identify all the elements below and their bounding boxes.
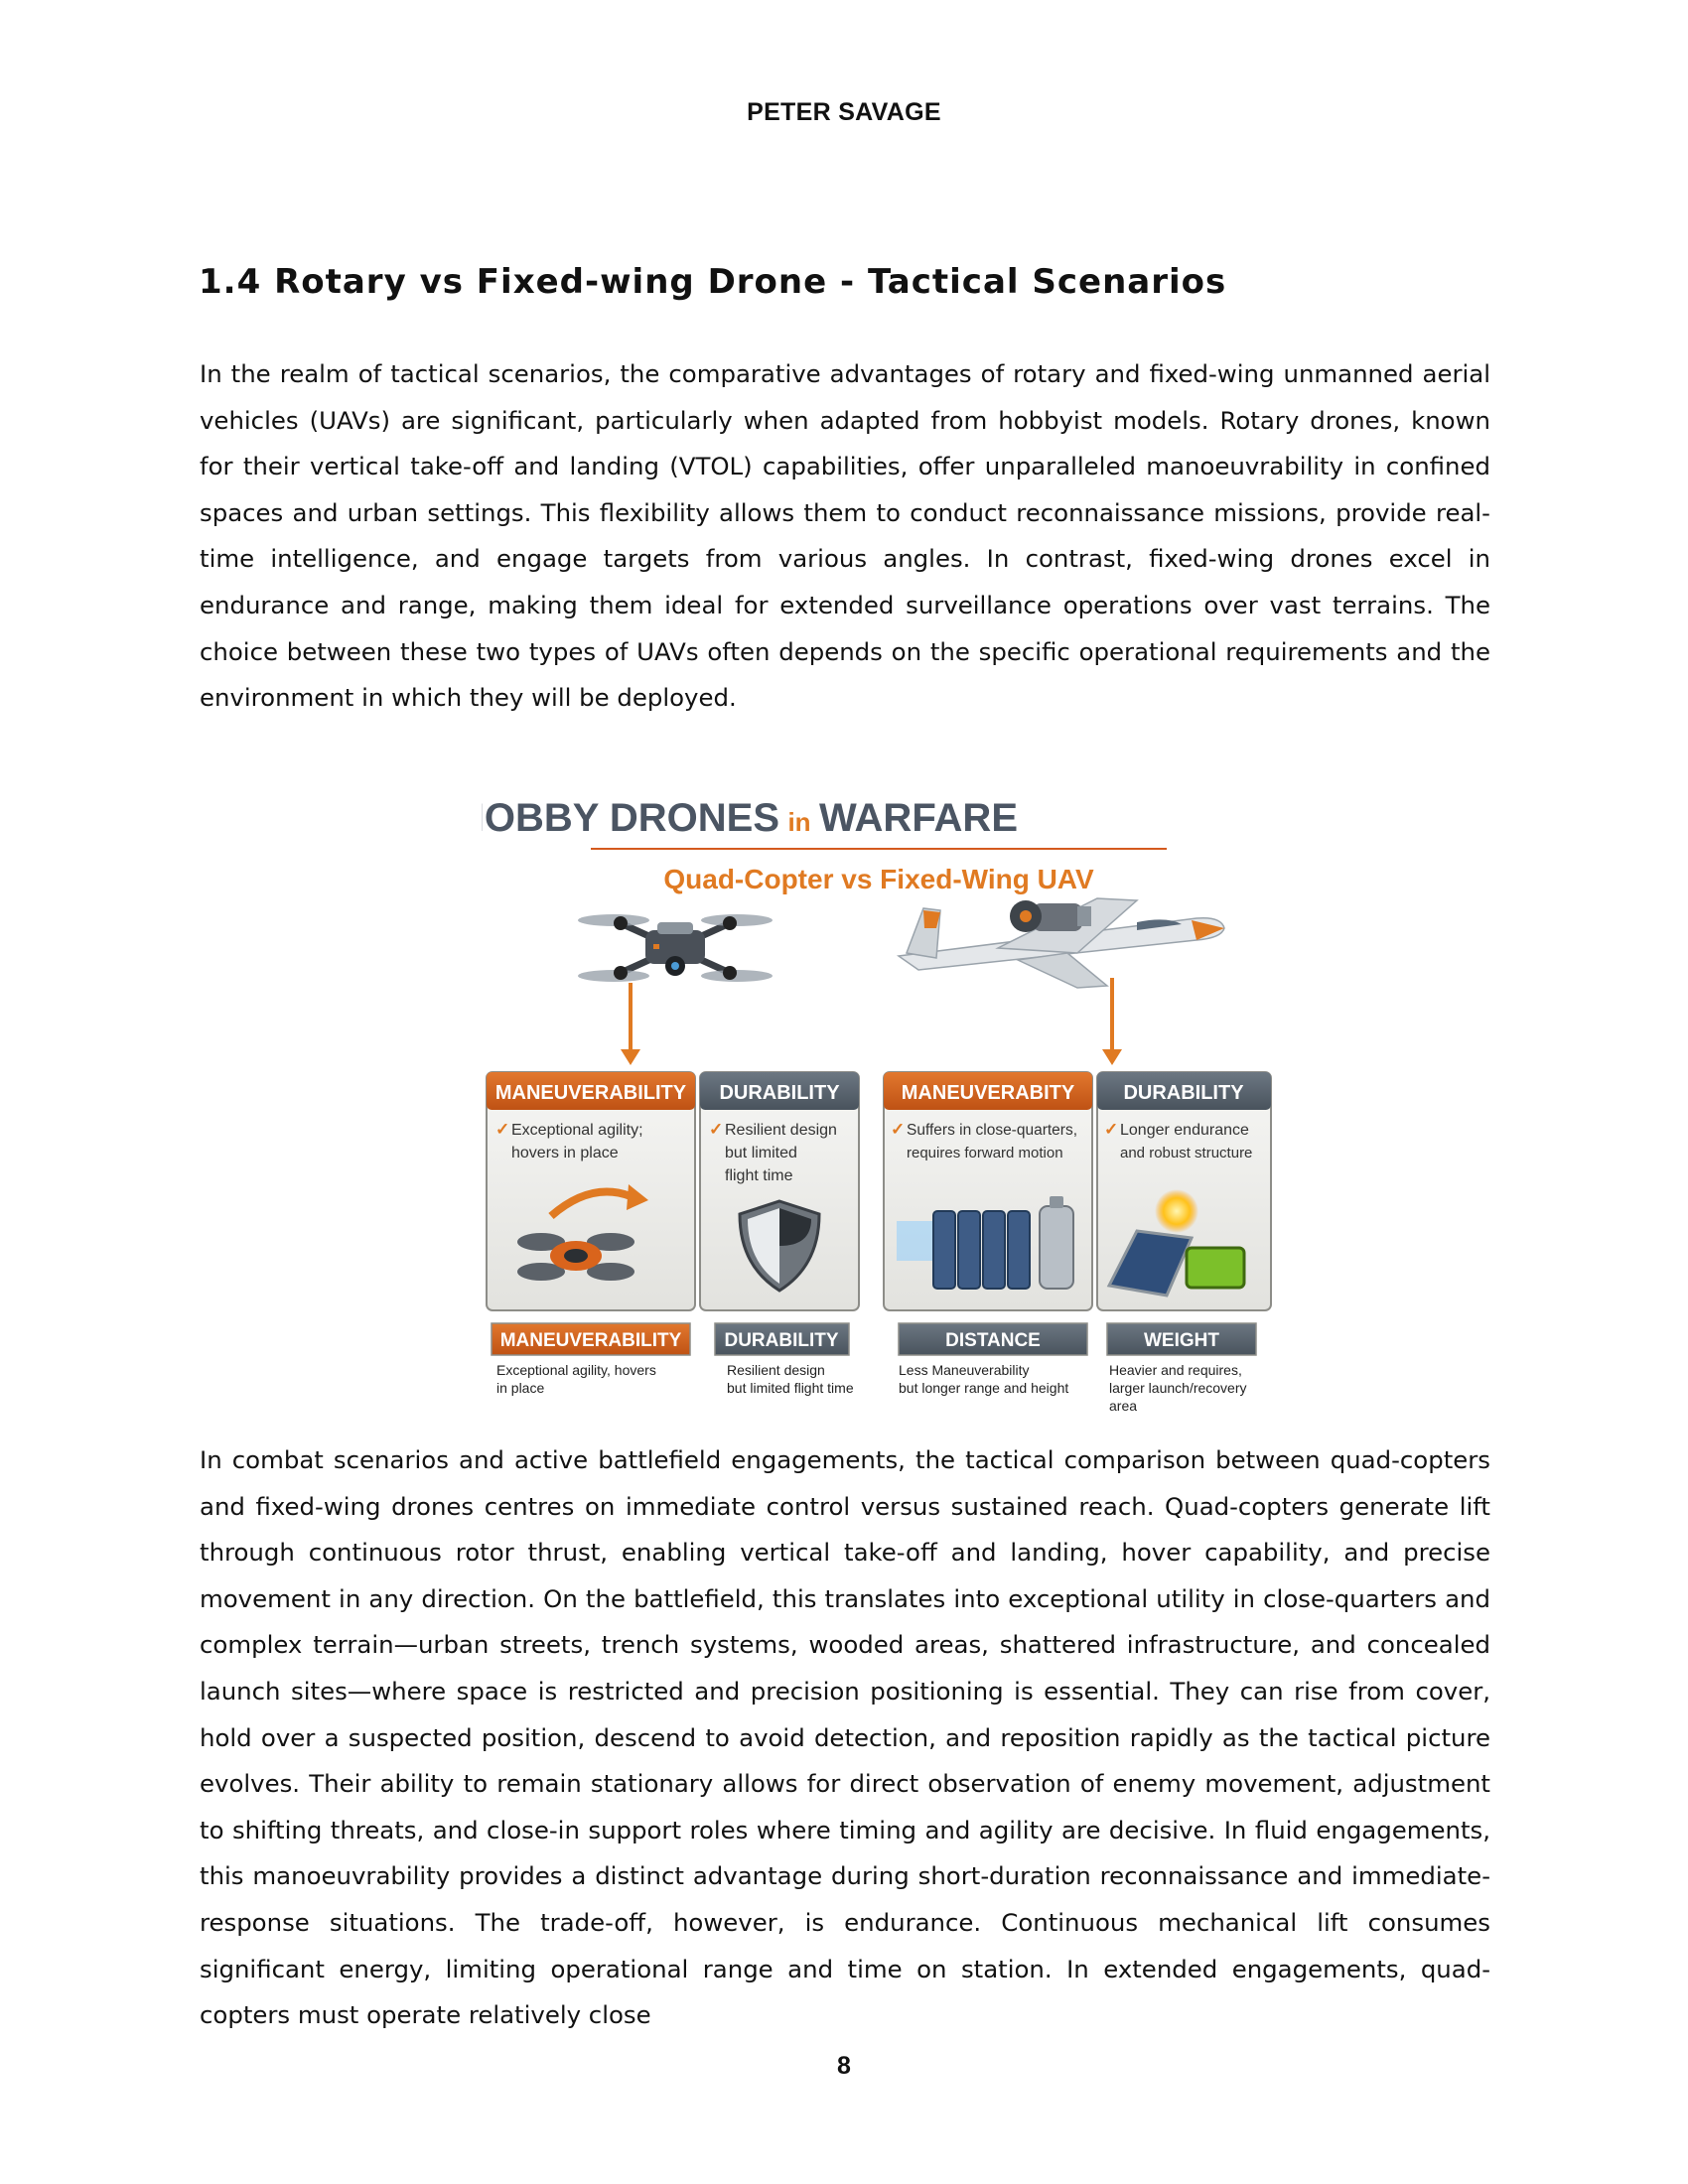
running-header-author: PETER SAVAGE bbox=[747, 98, 941, 126]
quadcopter-illustration bbox=[578, 914, 773, 982]
quad-arrow-head bbox=[621, 1049, 640, 1065]
caption-line: Less Maneuverability bbox=[899, 1362, 1030, 1378]
caption-line: Heavier and requires, bbox=[1109, 1362, 1242, 1378]
panel-header: MANEUVERABITY bbox=[901, 1082, 1075, 1104]
page-number: 8 bbox=[837, 2052, 851, 2080]
panel-text-line: Resilient design bbox=[725, 1122, 837, 1139]
infographic-figure bbox=[482, 789, 1276, 1415]
svg-text:DURABILITY: DURABILITY bbox=[724, 1330, 839, 1351]
panel-header: DURABILITY bbox=[1123, 1082, 1244, 1104]
panel-header: MANEUVERABILITY bbox=[494, 1082, 687, 1104]
figure-subtitle: Quad-Copter vs Fixed-Wing UAV bbox=[663, 864, 1094, 894]
panel-text-line: but limited bbox=[725, 1145, 797, 1161]
panel-fixed-maneuverability bbox=[884, 1072, 1092, 1310]
figure-title-warfare: WARFARE bbox=[819, 796, 1018, 840]
panel-text-line: Suffers in close-quarters, bbox=[907, 1122, 1078, 1139]
bottom-label-distance bbox=[899, 1323, 1087, 1355]
caption-line: but longer range and height bbox=[899, 1380, 1069, 1396]
panel-text-line: and robust structure bbox=[1120, 1145, 1253, 1161]
svg-text:DISTANCE: DISTANCE bbox=[945, 1330, 1041, 1351]
fixed-wing-illustration bbox=[899, 898, 1224, 988]
fixed-wing-arrow-head bbox=[1102, 1049, 1122, 1065]
check-icon: ✓ bbox=[709, 1120, 724, 1139]
section-title: 1.4 Rotary vs Fixed-wing Drone - Tactical Scenarios bbox=[199, 262, 1227, 302]
svg-text:MANEUVERABILITY: MANEUVERABILITY bbox=[499, 1330, 682, 1351]
panel-text-line: Longer endurance bbox=[1120, 1122, 1249, 1139]
caption-line: but limited flight time bbox=[727, 1380, 854, 1396]
panel-text-line: flight time bbox=[725, 1167, 793, 1184]
figure-title-in: in bbox=[787, 807, 811, 837]
sun-icon bbox=[1155, 1189, 1198, 1233]
figure-title: HOBBY DRONES bbox=[482, 796, 779, 840]
bottom-label-durability bbox=[715, 1323, 849, 1355]
bottom-label-weight bbox=[1107, 1323, 1256, 1355]
panel-text-line: requires forward motion bbox=[907, 1145, 1063, 1161]
panel-text-line: Exceptional agility; bbox=[511, 1122, 643, 1139]
bottom-label-maneuverability bbox=[492, 1323, 690, 1355]
panel-text-line: hovers in place bbox=[511, 1145, 619, 1161]
intro-paragraph: In the realm of tactical scenarios, the comparative advantages of rotary and fixed-wing unmanned aerial vehicles (UAVs) are significant, particularly when adapted from hobbyist models. Rotary drones, known for their vertical take-off and landing (VTOL) capabilities, offer unparalleled manoeuvrability in confined spaces and urban settings. This flexibility allows them to conduct reconnaissance missions, provide real-time intelligence, and engage targets from various angles. In contrast, fixed-wing drones excel in endurance and range, making them ideal for extended surveillance operations over vast terrains. The choice between these two types of UAVs often depends on the specific operational requirements and the environment in which they will be deployed. bbox=[200, 359, 1490, 713]
check-icon: ✓ bbox=[495, 1120, 510, 1139]
caption-line: area bbox=[1109, 1398, 1138, 1414]
panel-quad-maneuverability bbox=[487, 1072, 695, 1310]
check-icon: ✓ bbox=[1104, 1120, 1119, 1139]
combat-paragraph: In combat scenarios and active battlefield engagements, the tactical comparison between quad-copters and fixed-wing drones centres on immediate control versus sustained reach. Quad-copters generate lift through continuous rotor thrust, enabling vertical take-off and landing, hover capability, and precise movement in any direction. On the battlefield, this translates into exceptional utility in close-quarters and complex terrain—urban streets, trench systems, wooded areas, shattered infrastructure, and concealed launch sites—where space is restricted and precision positioning is essential. They can rise from cover, hold over a suspected position, descend to avoid detection, and reposition rapidly as the tactical picture evolves. Their ability to remain stationary allows for direct observation of enemy movement, adjustment to shifting threats, and close-in support roles where timing and agility are decisive. In fluid engagements, this manoeuvrability provides a distinct advantage during short-duration reconnaissance and immediate-response situations. The trade-off, however, is endurance. Continuous mechanical lift consumes significant energy, limiting operational range and time on station. In extended engagements, quad-copters must operate relatively close bbox=[200, 1445, 1490, 2030]
panel-quad-durability bbox=[700, 1072, 859, 1310]
panel-header: DURABILITY bbox=[719, 1082, 840, 1104]
battery-icon bbox=[1187, 1248, 1244, 1288]
caption-line: Exceptional agility, hovers bbox=[496, 1362, 656, 1378]
panel-fixed-durability bbox=[1097, 1072, 1271, 1310]
caption-line: in place bbox=[496, 1380, 545, 1396]
caption-line: larger launch/recovery bbox=[1109, 1380, 1247, 1396]
svg-text:WEIGHT: WEIGHT bbox=[1144, 1330, 1219, 1351]
caption-line: Resilient design bbox=[727, 1362, 825, 1378]
check-icon: ✓ bbox=[891, 1120, 906, 1139]
